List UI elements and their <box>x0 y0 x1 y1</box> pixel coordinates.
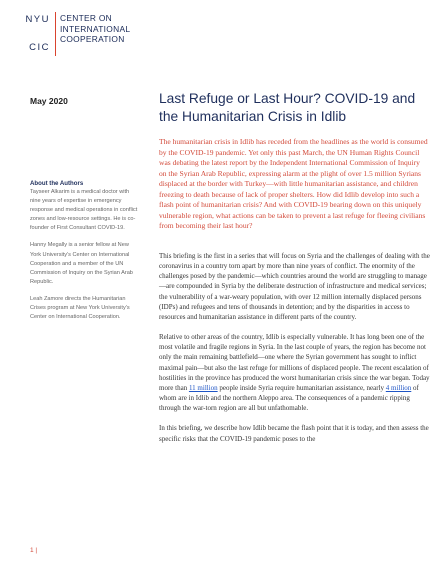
about-authors-sidebar <box>30 180 138 330</box>
body-text-span: people inside Syria require humanitarian assistance, nearly <box>217 383 386 392</box>
body-paragraph <box>159 332 431 413</box>
logo-cic-text: CIC <box>29 42 50 53</box>
author-bio: Hanny Megally is a senior fellow at New York University's Center on International Cooperation and a member of the UN Commission of Inquiry on the Syrian Arab Republic. <box>30 242 133 285</box>
about-authors-heading: About the Authors <box>30 180 84 187</box>
body-text-span: of whom are in Idlib and the northern Aleppo area. The consequences of a pandemic ripping through the war-torn region are all but unfathomable. <box>159 383 419 413</box>
main-body <box>159 251 431 454</box>
author-bio: Leah Zamore directs the Humanitarian Crises program at New York University's Center on International Cooperation. <box>30 295 130 321</box>
publication-date: May 2020 <box>30 96 68 106</box>
author-bio: Tayseer Alkarim is a medical doctor with nine years of expertise in emergency response and medical operations in conflict zones and low-resource settings. He is co-founder of First Consultant COVID-19. <box>30 189 138 232</box>
source-link-4-million[interactable]: 4 million <box>385 383 412 392</box>
logo-nyu-text: NYU <box>25 14 50 25</box>
source-link-11-million[interactable]: 11 million <box>188 383 218 392</box>
logo-org-line: CENTER ON <box>60 13 113 23</box>
logo-divider <box>55 12 56 56</box>
document-title: Last Refuge or Last Hour? COVID-19 and the Humanitarian Crisis in Idlib <box>159 91 416 124</box>
body-paragraph: In this briefing, we describe how Idlib became the flash point that it is today, and then assess the specific risks that the COVID-19 pandemic poses to the <box>159 424 429 443</box>
logo-org-line: INTERNATIONAL <box>60 23 131 34</box>
logo-org-line: COOPERATION <box>60 34 125 45</box>
nyu-cic-logo <box>22 12 142 56</box>
lede-paragraph: The humanitarian crisis in Idlib has receded from the headlines as the world is consumed by the COVID-19 pandemic. Yet only this past March, the UN Human Rights Council was debating the latest report by the Independent International Commission of Inquiry on the Syrian Arab Republic, expressing alarm at the plight of over 1.5 million Syrians displaced at the border with Turkey—with little humanitarian assistance, and children freezing to death because of lack of proper shelters. How did Idlib develop into such a flash point of humanitarian crisis? And with COVID-19 bearing down on this uniquely vulnerable region, what actions can be taken to prevent a last refuge for fleeing civilians from becoming their last hour? <box>159 137 428 231</box>
logo-org-name <box>60 13 150 45</box>
body-text-span: Relative to other areas of the country, Idlib is especially vulnerable. It has long been one of the most volatile and fragile regions in Syria. In the last couple of years, the region has become not only the main remaining battlefield—one where the Syrian government has sought to inflict maximal pain—but also the last refuge for millions of displaced people. The recent escalation of hostilities in the province has produced the worst humanitarian crisis since the war began. Today more than <box>159 333 430 392</box>
page-number: 1 | <box>30 547 38 554</box>
body-paragraph: This briefing is the first in a series that will focus on Syria and the challenges of dealing with the coronavirus in a country torn apart by more than nine years of conflict. The enormity of the challenges posed by the pandemic—which countries around the world are struggling to manage—are compounded in Syria by the deliberate destruction of infrastructure and medical services; the vulnerability of a war-weary population, with over 12 million internally displaced persons (IDPs) and refugees and tens of thousands in detention; and by the disparities in access to resources and humanitarian assistance in different parts of the country. <box>159 252 430 321</box>
